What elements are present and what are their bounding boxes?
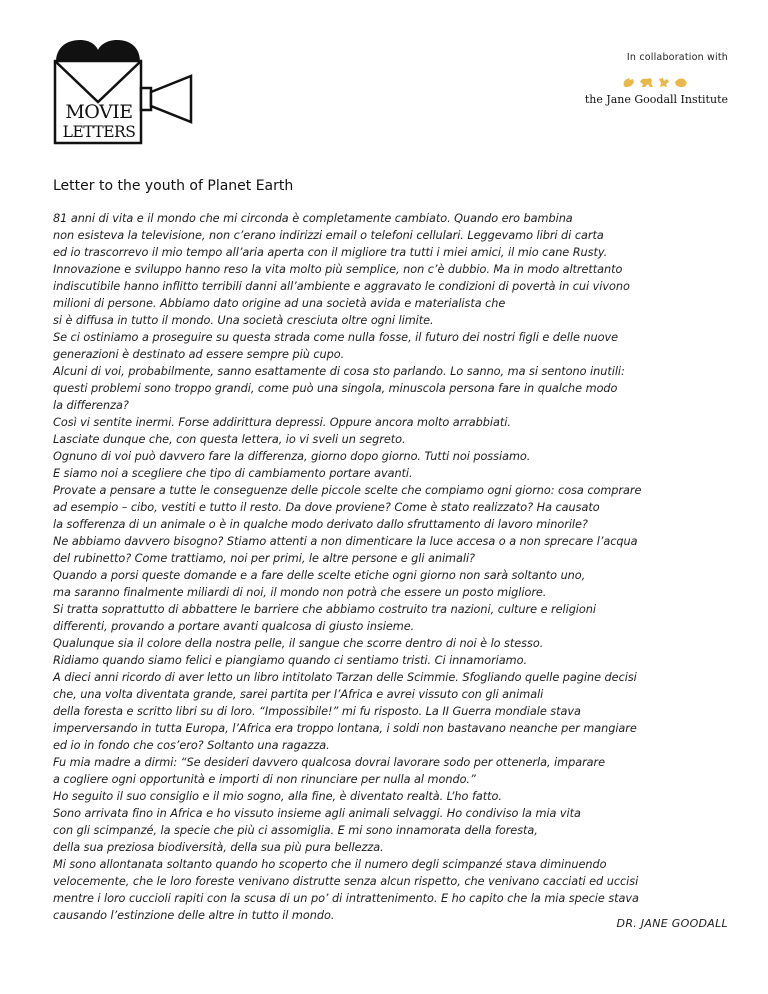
letter-line: mentre i loro cuccioli rapiti con la scusa di un po’ di intrattenimento. E ho capito che la mia specie stava (53, 892, 639, 905)
letter-body (53, 210, 733, 924)
letter-line: Alcuni di voi, probabilmente, sanno esattamente di cosa sto parlando. Lo sanno, ma si sentono inutili: (53, 365, 625, 378)
letter-line: imperversando in tutta Europa, l’Africa era troppo lontana, i soldi non bastavano neanche per mangiare (53, 722, 637, 735)
letter-line: con gli scimpanzé, la specie che più ci assomiglia. E mi sono innamorata della foresta, (53, 824, 538, 837)
letter-line: si è diffusa in tutto il mondo. Una società cresciuta oltre ogni limite. (53, 314, 434, 327)
letter-line: Mi sono allontanata soltanto quando ho scoperto che il numero degli scimpanzé stava diminuendo (53, 858, 607, 871)
letter-line: Si tratta soprattutto di abbattere le barriere che abbiamo costruito tra nazioni, culture e religioni (53, 603, 596, 616)
leaf-icon (657, 77, 671, 88)
letter-line: A dieci anni ricordo di aver letto un libro intitolato Tarzan delle Scimmie. Sfogliando quelle pagine decisi (53, 671, 637, 684)
letter-line: velocemente, che le loro foreste venivano distrutte senza alcun rispetto, che venivano cacciati ed uccisi (53, 875, 639, 888)
letter-line: ed io trascorrevo il mio tempo all’aria aperta con il migliore tra tutti i miei amici, il mio cane Rusty. (53, 246, 608, 259)
letter-line: la sofferenza di un animale o è in qualche modo derivato dallo sfruttamento di lavoro minorile? (53, 518, 588, 531)
letter-line: non esisteva la televisione, non c’erano indirizzi email o telefoni cellulari. Leggevamo libri di carta (53, 229, 604, 242)
chimp-icon (639, 77, 654, 88)
letter-line: Ognuno di voi può davvero fare la differenza, giorno dopo giorno. Tutti noi possiamo. (53, 450, 531, 463)
logo-text-letters: LETTERS (62, 123, 136, 141)
letter-line: milioni di persone. Abbiamo dato origine ad una società avida e materialista che (53, 297, 506, 310)
letter-line: della sua preziosa biodiversità, della sua più pura bellezza. (53, 841, 384, 854)
letter-line: E siamo noi a scegliere che tipo di cambiamento portare avanti. (53, 467, 413, 480)
letter-line: differenti, provando a portare avanti qualcosa di giusto insieme. (53, 620, 415, 633)
letter-signature: DR. JANE GOODALL (616, 917, 728, 930)
letter-line: Ridiamo quando siamo felici e piangiamo quando ci sentiamo tristi. Ci innamoriamo. (53, 654, 527, 667)
letter-line: ad esempio – cibo, vestiti e tutto il resto. Da dove proviene? Come è stato realizzato? Ha causato (53, 501, 600, 514)
letter-line: che, una volta diventata grande, sarei partita per l’Africa e avrei vissuto con gli animali (53, 688, 544, 701)
collaboration-label: In collaboration with (626, 52, 728, 63)
letter-line: Qualunque sia il colore della nostra pelle, il sangue che scorre dentro di noi è lo stesso. (53, 637, 544, 650)
letter-line: Sono arrivata fino in Africa e ho vissuto insieme agli animali selvaggi. Ho condiviso la mia vita (53, 807, 581, 820)
letter-line: Innovazione e sviluppo hanno reso la vita molto più semplice, non c’è dubbio. Ma in modo altrettanto (53, 263, 623, 276)
letter-line: 81 anni di vita e il mondo che mi circonda è completamente cambiato. Quando ero bambina (53, 212, 573, 225)
letter-line: causando l’estinzione delle altre in tutto il mondo. (53, 909, 335, 922)
letter-line: Provate a pensare a tutte le conseguenze delle piccole scelte che compiamo ogni giorno: cosa comprare (53, 484, 642, 497)
letter-line: questi problemi sono troppo grandi, come può una singola, minuscola persona fare in qualche modo (53, 382, 618, 395)
letter-title: Letter to the youth of Planet Earth (53, 178, 294, 194)
hand-icon (622, 77, 636, 88)
letter-line: Ne abbiamo davvero bisogno? Stiamo attenti a non dimenticare la luce accesa o a non sprecare l’acqua (53, 535, 638, 548)
letter-line: ma saranno finalmente miliardi di noi, il mondo non potrà che essere un posto migliore. (53, 586, 547, 599)
letter-line: ed io in fondo che cos’ero? Soltanto una ragazza. (53, 739, 330, 752)
letter-line: Lasciate dunque che, con questa lettera, io vi sveli un segreto. (53, 433, 406, 446)
letter-line: Quando a porsi queste domande e a fare delle scelte etiche ogni giorno non sarà soltanto uno, (53, 569, 586, 582)
letter-line: a cogliere ogni opportunità e importi di non rinunciare per nulla al mondo.” (53, 773, 476, 786)
letter-line: Se ci ostiniamo a proseguire su questa strada come nulla fosse, il futuro dei nostri figli e delle nuove (53, 331, 619, 344)
logo-text-movie: MOVIE (65, 101, 133, 123)
collaboration-block (528, 52, 728, 106)
letter-line: la differenza? (53, 399, 129, 412)
letter-line: della foresta e scritto libri su di loro. “Impossibile!” mi fu risposto. La II Guerra mondiale stava (53, 705, 581, 718)
letter-line: del rubinetto? Come trattiamo, noi per primi, le altre persone e gli animali? (53, 552, 476, 565)
institute-logo-icons (528, 77, 728, 88)
letter-line: Ho seguito il suo consiglio e il mio sogno, alla fine, è diventato realtà. L’ho fatto. (53, 790, 502, 803)
letter-line: indiscutibile hanno inflitto terribili danni all’ambiente e aggravato le condizioni di povertà in cui vivono (53, 280, 630, 293)
movie-letters-logo (52, 40, 194, 146)
hand-icon (674, 77, 688, 88)
letter-line: generazioni è destinato ad essere sempre più cupo. (53, 348, 345, 361)
institute-name: the Jane Goodall Institute (584, 93, 728, 106)
letter-line: Così vi sentite inermi. Forse addirittura depressi. Oppure ancora molto arrabbiati. (53, 416, 511, 429)
letter-line: Fu mia madre a dirmi: “Se desideri davvero qualcosa dovrai lavorare sodo per ottenerla, imparare (53, 756, 606, 769)
